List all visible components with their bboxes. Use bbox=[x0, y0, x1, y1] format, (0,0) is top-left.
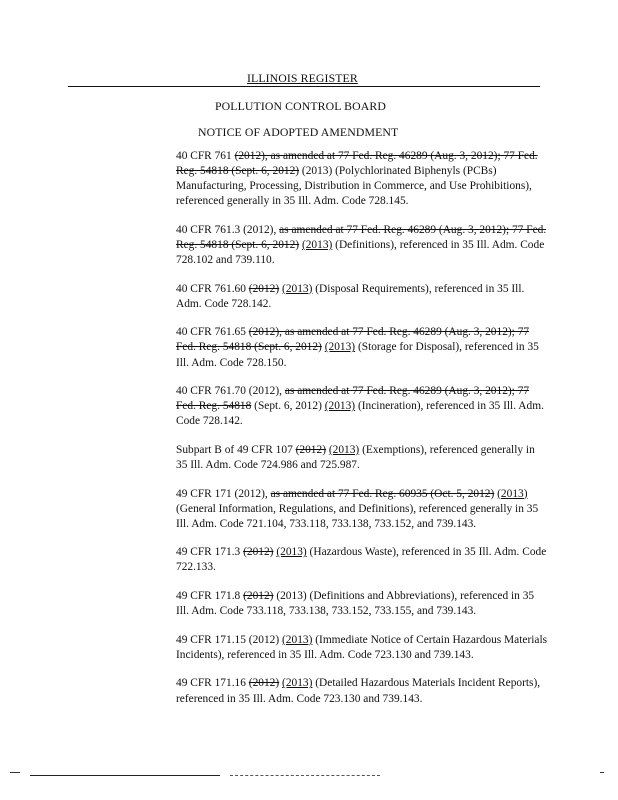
citation-text: 49 CFR 171.15 (2012) bbox=[176, 633, 283, 646]
citation-text: (Hazardous Waste), referenced in 35 Ill. Adm. Code 722.133. bbox=[176, 546, 547, 574]
deleted-text: as amended at 77 Fed. Reg. 60935 (Oct. 5, 2012) bbox=[270, 487, 495, 500]
inserted-text: (2013) bbox=[324, 400, 356, 413]
citation-text: (Incineration), referenced in 35 Ill. Adm. Code 728.142. bbox=[176, 400, 544, 428]
citation-text: (2013) (Definitions and Abbreviations), referenced in 35 Ill. Adm. Code 733.118, 733.138, 733.152, 733.155, and 739.143. bbox=[176, 590, 535, 618]
citation-paragraph bbox=[176, 589, 548, 619]
citation-text: Subpart B of 49 CFR 107 bbox=[176, 443, 296, 456]
citation-text: 40 CFR 761.65 bbox=[176, 326, 249, 339]
citation-text: (Sept. 6, 2012) bbox=[251, 400, 325, 413]
register-title: ILLINOIS REGISTER bbox=[247, 71, 358, 85]
deleted-text: as amended at 77 Fed. Reg. 46289 (Aug. 3, 2012); 77 Fed. Reg. 54818 (Sept. 6, 2012) bbox=[176, 223, 547, 251]
header-rule bbox=[68, 86, 540, 87]
inserted-text: (2013) bbox=[497, 487, 528, 500]
inserted-text: (2013) bbox=[276, 546, 307, 559]
amendment-body bbox=[176, 149, 548, 720]
citation-text: 40 CFR 761.3 (2012), bbox=[176, 223, 280, 236]
citation-text: 49 CFR 171.16 bbox=[176, 677, 249, 690]
deleted-text: as amended at 77 Fed. Reg. 46289 (Aug. 3, 2012); 77 Fed. Reg. 54818 bbox=[176, 385, 530, 413]
citation-paragraph bbox=[176, 487, 548, 532]
board-title: POLLUTION CONTROL BOARD bbox=[215, 99, 386, 113]
citation-text: (Storage for Disposal), referenced in 35 Ill. Adm. Code 728.150. bbox=[176, 341, 539, 369]
citation-paragraph bbox=[176, 325, 548, 370]
citation-paragraph bbox=[176, 384, 548, 429]
citation-text: (Exemptions), referenced generally in 35 Ill. Adm. Code 724.986 and 725.987. bbox=[176, 443, 535, 471]
notice-title: NOTICE OF ADOPTED AMENDMENT bbox=[198, 125, 399, 139]
citation-text: (Detailed Hazardous Materials Incident Reports), referenced in 35 Ill. Adm. Code 723.130 and 739.143. bbox=[176, 677, 541, 705]
citation-text: 40 CFR 761 bbox=[176, 150, 235, 162]
citation-text: (Disposal Requirements), referenced in 35 Ill. Adm. Code 728.142. bbox=[176, 282, 525, 310]
citation-paragraph bbox=[176, 676, 548, 706]
citation-paragraph bbox=[176, 633, 548, 663]
scan-mark-right bbox=[600, 772, 604, 777]
citation-text: 49 CFR 171.3 bbox=[176, 546, 244, 559]
inserted-text: (2013) bbox=[282, 633, 313, 646]
scan-mark-left bbox=[10, 772, 20, 773]
deleted-text: (2012) bbox=[243, 590, 274, 603]
deleted-text: (2012) bbox=[243, 546, 274, 559]
citation-text: (Immediate Notice of Certain Hazardous Materials Incidents), referenced in 35 Ill. Adm. Code 723.130 and 739.143. bbox=[176, 633, 548, 661]
deleted-text: (2012) bbox=[295, 443, 326, 456]
deleted-text: (2012), as amended at 77 Fed. Reg. 46289 (Aug. 3, 2012); 77 Fed. Reg. 54818 (Sept. 6, 2012) bbox=[176, 150, 538, 178]
citation-text: 40 CFR 761.70 (2012), bbox=[176, 385, 285, 398]
inserted-text: (2013) bbox=[324, 341, 356, 354]
deleted-text: (2012), as amended at 77 Fed. Reg. 46289 (Aug. 3, 2012); 77 Fed. Reg. 54818 (Sept. 6, 2012) bbox=[176, 326, 530, 354]
footer-rule bbox=[30, 775, 220, 776]
inserted-text: (2013) bbox=[282, 282, 313, 295]
citation-paragraph bbox=[176, 282, 548, 312]
inserted-text: (2013) bbox=[301, 238, 333, 251]
citation-text: (Definitions), referenced in 35 Ill. Adm. Code 728.102 and 739.110. bbox=[176, 238, 545, 267]
deleted-text: (2012) bbox=[248, 677, 280, 690]
citation-paragraph bbox=[176, 443, 548, 473]
citation-text: 40 CFR 761.60 bbox=[176, 282, 249, 295]
citation-text: (2013) (Polychlorinated Biphenyls (PCBs) Manufacturing, Processing, Distribution in Commerce, and Use Prohibitions), referenced generally in 35 Ill. Adm. Code 728.145. bbox=[176, 165, 532, 208]
citation-text: (General Information, Regulations, and Definitions), referenced generally in 35 Ill. Adm. Code 721.104, 733.118, 733.138, 733.152, and 739.143. bbox=[176, 502, 539, 530]
footer-rule-dashed bbox=[230, 775, 380, 776]
citation-paragraph bbox=[176, 149, 548, 209]
citation-text: 49 CFR 171.8 bbox=[176, 590, 244, 603]
citation-text: 49 CFR 171 (2012), bbox=[176, 487, 271, 500]
deleted-text: (2012) bbox=[248, 282, 280, 295]
citation-paragraph bbox=[176, 223, 548, 268]
inserted-text: (2013) bbox=[282, 677, 313, 690]
citation-paragraph bbox=[176, 545, 548, 575]
inserted-text: (2013) bbox=[328, 443, 360, 456]
